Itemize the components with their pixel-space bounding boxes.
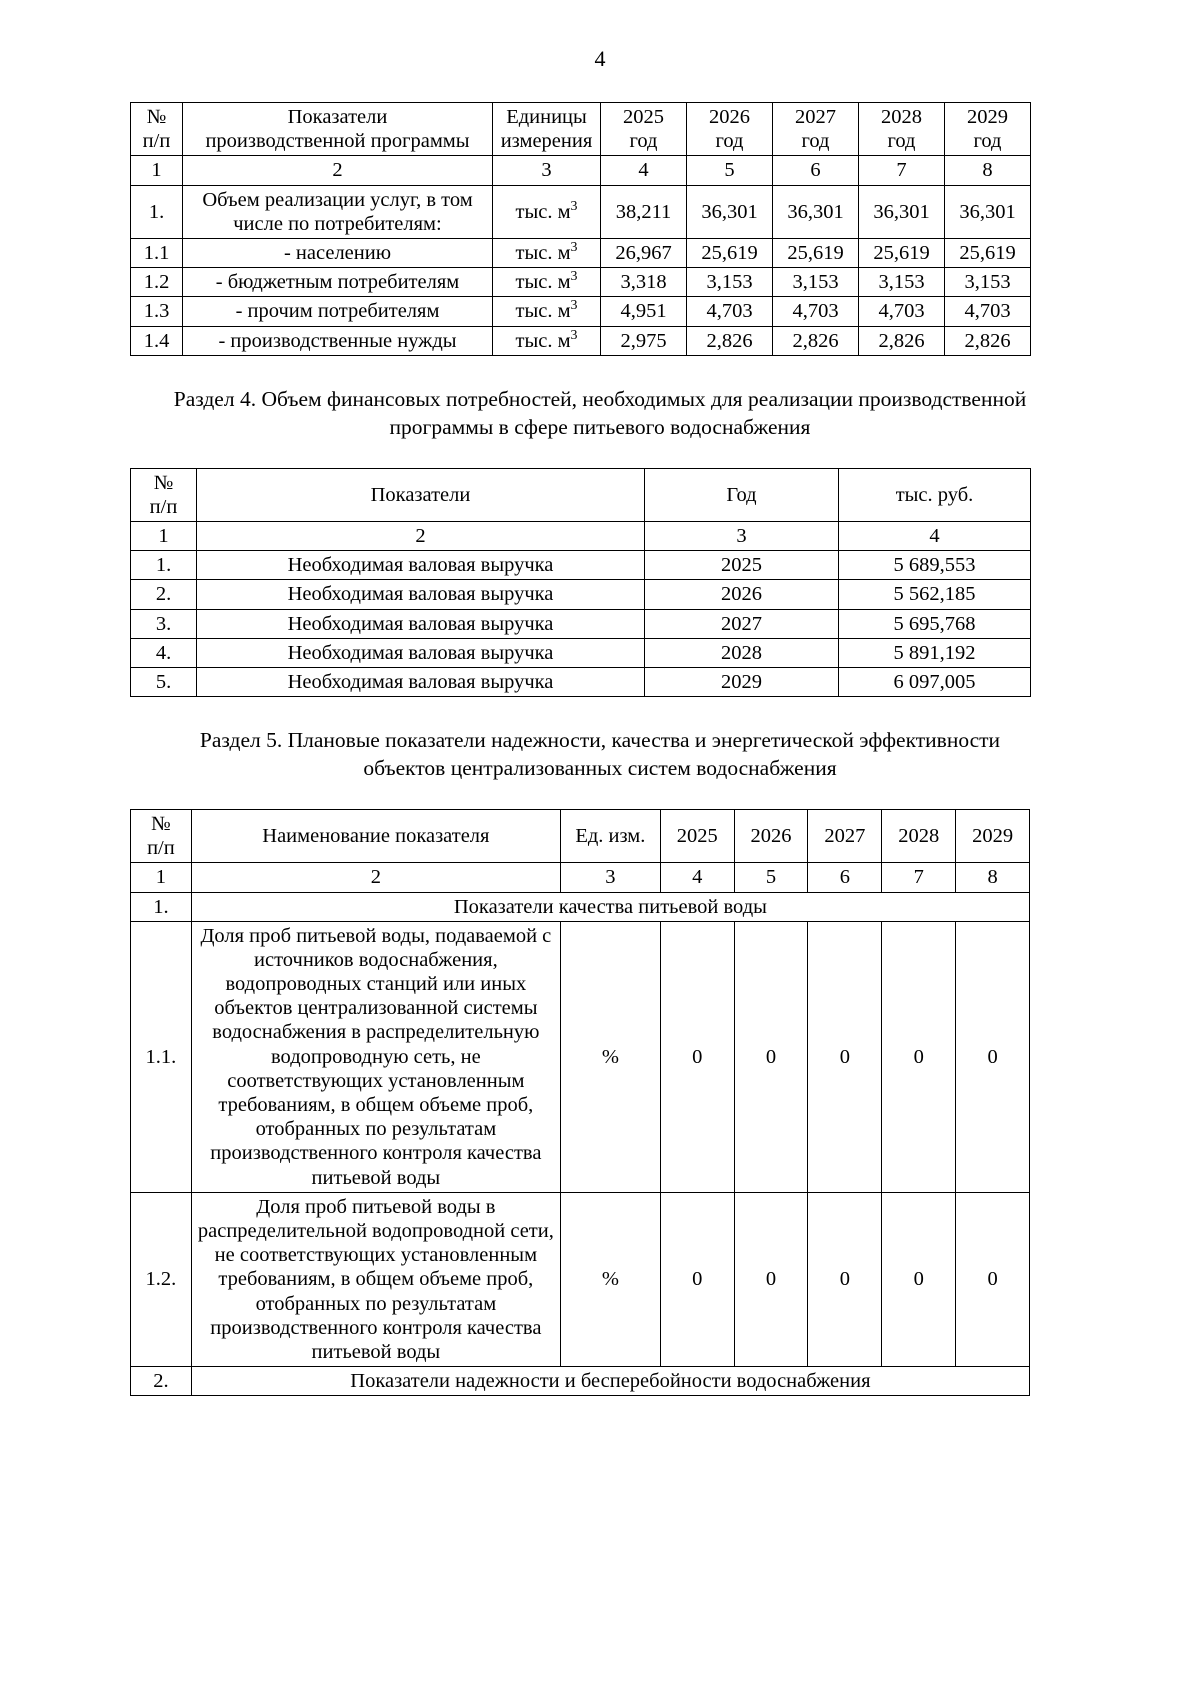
header-cell-np [131,468,197,521]
col-number: 4 [660,863,734,892]
row-number: 1.1. [131,921,192,1192]
row-unit: % [560,921,660,1192]
header-year-value: 2025 [623,106,664,128]
row-unit [493,268,601,297]
col-number: 5 [734,863,808,892]
section-4-heading [130,386,1070,442]
header-year-word: год [887,130,916,153]
row-value: 4,951 [601,297,687,326]
col-number: 7 [882,863,956,892]
col-number: 2 [197,521,645,550]
header-np-line2: п/п [147,837,175,860]
row-value: 25,619 [859,238,945,267]
section-4-heading-line2: программы в сфере питьевого водоснабжения [389,414,811,439]
row-number: 2. [131,580,197,609]
row-unit: % [560,1192,660,1366]
section-5-heading [130,727,1070,783]
header-cell-year-2027: 2027 [808,809,882,862]
table-row [131,551,1031,580]
table-header-row [131,103,1031,156]
header-cell-year-2026 [687,103,773,156]
row-value: 36,301 [945,185,1031,238]
header-np-line1: № [153,471,174,494]
header-year-word: год [801,130,830,153]
row-value: 0 [808,1192,882,1366]
row-value: 2,826 [687,326,773,355]
row-unit [493,238,601,267]
row-label: Объем реализации услуг, в том числе по потребителям: [183,185,493,238]
row-unit [493,185,601,238]
table-row [131,268,1031,297]
row-number: 4. [131,638,197,667]
unit-text: тыс. м [515,200,571,223]
row-value: 36,301 [687,185,773,238]
row-year: 2029 [645,667,839,696]
row-number: 1.2. [131,1192,192,1366]
row-label: - прочим потребителям [183,297,493,326]
row-value: 5 689,553 [839,551,1031,580]
row-number: 1.2 [131,268,183,297]
row-year: 2027 [645,609,839,638]
unit-exponent: 3 [570,327,578,343]
col-number: 2 [183,156,493,185]
row-value: 2,975 [601,326,687,355]
header-year-value: 2027 [795,106,836,128]
row-year: 2025 [645,551,839,580]
header-year-word: год [715,130,744,153]
row-value: 2,826 [859,326,945,355]
row-value: 0 [734,1192,808,1366]
col-number: 4 [839,521,1031,550]
table-row [131,609,1031,638]
row-value: 2,826 [773,326,859,355]
row-value: 5 695,768 [839,609,1031,638]
header-year-word: год [973,130,1002,153]
col-number: 6 [773,156,859,185]
row-value: 0 [734,921,808,1192]
col-number: 1 [131,521,197,550]
col-number: 6 [808,863,882,892]
row-value: 4,703 [773,297,859,326]
unit-text: тыс. м [515,271,571,294]
header-cell-year-2028: 2028 [882,809,956,862]
table-row [131,638,1031,667]
header-cell-year: Год [645,468,839,521]
col-number: 2 [191,863,560,892]
row-label: Необходимая валовая выручка [197,551,645,580]
row-label: Доля проб питьевой воды в распределительной водопроводной сети, не соответствующих установленным требованиям, в общем объеме проб, отобранных по результатам производственного контроля качества питьевой воды [191,1192,560,1366]
table-row [131,1192,1030,1366]
row-value: 0 [808,921,882,1192]
unit-exponent: 3 [570,240,578,256]
unit-exponent: 3 [570,198,578,214]
header-units-line2: измерения [500,130,593,153]
row-label: Необходимая валовая выручка [197,667,645,696]
header-year-word: год [629,130,658,153]
header-cell-np [131,103,183,156]
header-cell-unit: Ед. изм. [560,809,660,862]
section-5-heading-line2: объектов централизованных систем водоснабжения [363,756,837,780]
header-cell-np [131,809,192,862]
table-row [131,921,1030,1192]
row-number: 3. [131,609,197,638]
row-value: 25,619 [773,238,859,267]
row-number: 1.3 [131,297,183,326]
row-unit [493,326,601,355]
header-indicator-line2: производственной программы [205,130,470,153]
row-number: 1. [131,551,197,580]
row-year: 2026 [645,580,839,609]
row-value: 38,211 [601,185,687,238]
row-value: 5 891,192 [839,638,1031,667]
col-number: 8 [945,156,1031,185]
header-cell-year-2027 [773,103,859,156]
row-unit [493,297,601,326]
header-year-value: 2028 [881,106,922,128]
header-cell-year-2028 [859,103,945,156]
group-label: Показатели надежности и бесперебойности водоснабжения [191,1367,1029,1396]
header-cell-year-2029 [945,103,1031,156]
section-5-heading-line1: Раздел 5. Плановые показатели надежности, качества и энергетической эффективности [199,728,1001,753]
unit-exponent: 3 [570,298,578,314]
row-value: 4,703 [945,297,1031,326]
table-column-numbering-row [131,521,1031,550]
row-value: 0 [882,1192,956,1366]
row-value: 0 [956,921,1030,1192]
table-row [131,580,1031,609]
header-np-line2: п/п [142,130,171,153]
row-value: 36,301 [773,185,859,238]
row-value: 3,153 [945,268,1031,297]
header-year-value: 2029 [967,106,1008,128]
header-cell-year-2026: 2026 [734,809,808,862]
header-np-line2: п/п [149,495,178,518]
row-number: 2. [131,1367,192,1396]
header-cell-indicator-name: Наименование показателя [191,809,560,862]
header-cell-units [493,103,601,156]
table-header-row [131,809,1030,862]
unit-text: тыс. м [515,241,571,264]
header-units-line1: Единицы [506,106,587,128]
unit-text: тыс. м [515,300,571,323]
row-label: Необходимая валовая выручка [197,638,645,667]
unit-text: тыс. м [515,329,571,352]
table-column-numbering-row [131,156,1031,185]
section-4-heading-line1: Раздел 4. Объем финансовых потребностей, необходимых для реализации производственной [173,386,1027,411]
row-number: 1. [131,185,183,238]
header-np-line1: № [151,812,171,835]
row-label: - населению [183,238,493,267]
row-value: 3,318 [601,268,687,297]
row-value: 2,826 [945,326,1031,355]
table-row [131,326,1031,355]
table-row [131,297,1031,326]
row-value: 25,619 [687,238,773,267]
row-value: 4,703 [687,297,773,326]
row-label: - бюджетным потребителям [183,268,493,297]
header-cell-year-2025: 2025 [660,809,734,862]
header-np-line1: № [146,106,167,128]
table-column-numbering-row [131,863,1030,892]
col-number: 5 [687,156,773,185]
row-number: 1.1 [131,238,183,267]
row-value: 3,153 [773,268,859,297]
table-row [131,238,1031,267]
row-value: 0 [660,921,734,1192]
row-label: Необходимая валовая выручка [197,609,645,638]
col-number: 8 [956,863,1030,892]
col-number: 1 [131,156,183,185]
col-number: 1 [131,863,192,892]
row-value: 3,153 [687,268,773,297]
col-number: 4 [601,156,687,185]
header-indicator-line1: Показатели [287,106,388,128]
row-value: 26,967 [601,238,687,267]
row-value: 25,619 [945,238,1031,267]
group-label: Показатели качества питьевой воды [191,892,1029,921]
header-cell-year-2029: 2029 [956,809,1030,862]
header-cell-indicator: Показатели [197,468,645,521]
row-value: 4,703 [859,297,945,326]
table-row [131,667,1031,696]
table-row [131,185,1031,238]
col-number: 3 [493,156,601,185]
page-number: 4 [594,46,606,71]
header-year-value: 2026 [709,106,750,128]
row-value: 3,153 [859,268,945,297]
row-number: 5. [131,667,197,696]
row-value: 36,301 [859,185,945,238]
row-label: - производственные нужды [183,326,493,355]
financial-needs-table [130,468,1031,698]
col-number: 3 [645,521,839,550]
table-header-row [131,468,1031,521]
row-value: 0 [660,1192,734,1366]
row-value: 6 097,005 [839,667,1031,696]
col-number: 3 [560,863,660,892]
production-program-volume-table [130,102,1031,356]
row-label: Доля проб питьевой воды, подаваемой с источников водоснабжения, водопроводных станций или иных объектов централизованной системы водоснабжения в распределительную водопроводную сеть, не соответствующих установленным требованиям, в общем объеме проб, отобранных по результатам производственного контроля качества питьевой воды [191,921,560,1192]
table-group-row [131,1367,1030,1396]
row-number: 1. [131,892,192,921]
header-cell-year-2025 [601,103,687,156]
row-value: 5 562,185 [839,580,1031,609]
table-group-row [131,892,1030,921]
row-value: 0 [956,1192,1030,1366]
row-value: 0 [882,921,956,1192]
col-number: 7 [859,156,945,185]
row-label: Необходимая валовая выручка [197,580,645,609]
header-cell-indicator [183,103,493,156]
reliability-quality-indicators-table [130,809,1030,1396]
row-year: 2028 [645,638,839,667]
header-cell-value: тыс. руб. [839,468,1031,521]
unit-exponent: 3 [570,269,578,285]
row-number: 1.4 [131,326,183,355]
